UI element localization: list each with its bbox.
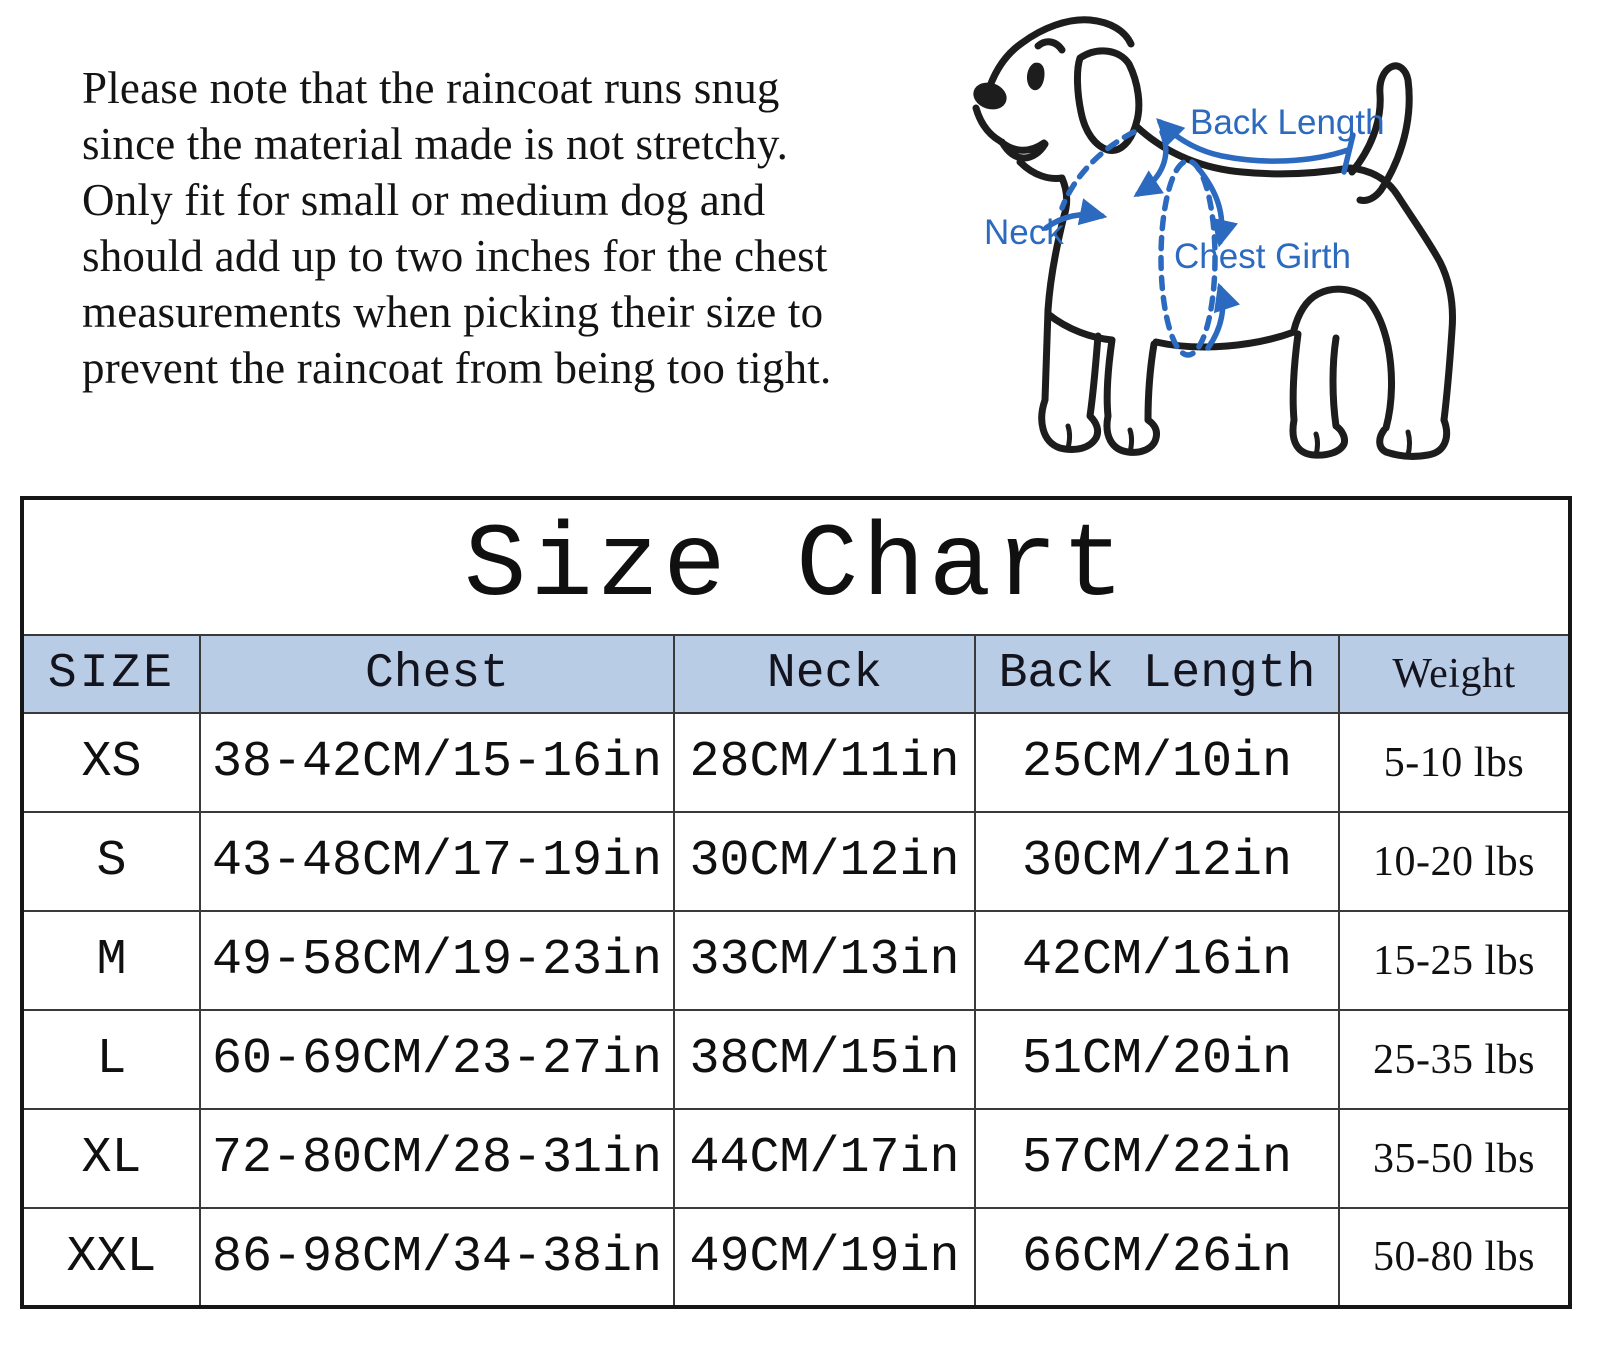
back-length-label: Back Length xyxy=(1190,103,1385,142)
dog-illustration xyxy=(950,0,1600,480)
cell-chest: 72-80CM/28-31in xyxy=(200,1109,674,1208)
column-header-back-length: Back Length xyxy=(975,635,1339,713)
note-line: Please note that the raincoat runs snug xyxy=(82,63,780,113)
cell-back-length: 30CM/12in xyxy=(975,812,1339,911)
cell-back-length: 51CM/20in xyxy=(975,1010,1339,1109)
cell-back-length: 66CM/26in xyxy=(975,1208,1339,1307)
cell-chest: 43-48CM/17-19in xyxy=(200,812,674,911)
note-line: prevent the raincoat from being too tight. xyxy=(82,343,832,393)
column-header-size: SIZE xyxy=(22,635,200,713)
cell-size: M xyxy=(22,911,200,1010)
cell-neck: 33CM/13in xyxy=(674,911,975,1010)
cell-neck: 28CM/11in xyxy=(674,713,975,812)
cell-weight: 50-80 lbs xyxy=(1339,1208,1570,1307)
size-chart-title-row xyxy=(22,498,1570,635)
cell-neck: 49CM/19in xyxy=(674,1208,975,1307)
cell-back-length: 57CM/22in xyxy=(975,1109,1339,1208)
table-row-l xyxy=(22,1010,1570,1109)
cell-chest: 86-98CM/34-38in xyxy=(200,1208,674,1307)
size-chart-header-row xyxy=(22,635,1570,713)
cell-size: XS xyxy=(22,713,200,812)
column-header-neck: Neck xyxy=(674,635,975,713)
table-row-xl xyxy=(22,1109,1570,1208)
cell-neck: 30CM/12in xyxy=(674,812,975,911)
chest-girth-label: Chest Girth xyxy=(1174,237,1351,276)
cell-size: XXL xyxy=(22,1208,200,1307)
cell-back-length: 42CM/16in xyxy=(975,911,1339,1010)
table-row-xs xyxy=(22,713,1570,812)
cell-size: L xyxy=(22,1010,200,1109)
note-line: since the material made is not stretchy. xyxy=(82,119,789,169)
size-chart-title: Size Chart xyxy=(22,498,1570,635)
note-text xyxy=(82,60,831,396)
note-line: Only fit for small or medium dog and xyxy=(82,175,766,225)
column-header-weight: Weight xyxy=(1339,635,1570,713)
size-chart xyxy=(20,496,1572,1309)
cell-back-length: 25CM/10in xyxy=(975,713,1339,812)
column-header-chest: Chest xyxy=(200,635,674,713)
note-line: measurements when picking their size to xyxy=(82,287,824,337)
cell-neck: 44CM/17in xyxy=(674,1109,975,1208)
size-chart-table xyxy=(20,496,1572,1309)
note-line: should add up to two inches for the chest xyxy=(82,231,828,281)
dog-eye xyxy=(1027,63,1045,91)
table-row-m xyxy=(22,911,1570,1010)
table-row-xxl xyxy=(22,1208,1570,1307)
cell-weight: 25-35 lbs xyxy=(1339,1010,1570,1109)
cell-weight: 10-20 lbs xyxy=(1339,812,1570,911)
dog-legs-outline xyxy=(1042,289,1447,456)
cell-weight: 15-25 lbs xyxy=(1339,911,1570,1010)
cell-weight: 35-50 lbs xyxy=(1339,1109,1570,1208)
cell-chest: 49-58CM/19-23in xyxy=(200,911,674,1010)
cell-chest: 60-69CM/23-27in xyxy=(200,1010,674,1109)
dog-measurement-diagram xyxy=(950,0,1600,480)
cell-weight: 5-10 lbs xyxy=(1339,713,1570,812)
cell-size: XL xyxy=(22,1109,200,1208)
cell-chest: 38-42CM/15-16in xyxy=(200,713,674,812)
cell-size: S xyxy=(22,812,200,911)
table-row-s xyxy=(22,812,1570,911)
cell-neck: 38CM/15in xyxy=(674,1010,975,1109)
neck-label: Neck xyxy=(984,213,1064,252)
